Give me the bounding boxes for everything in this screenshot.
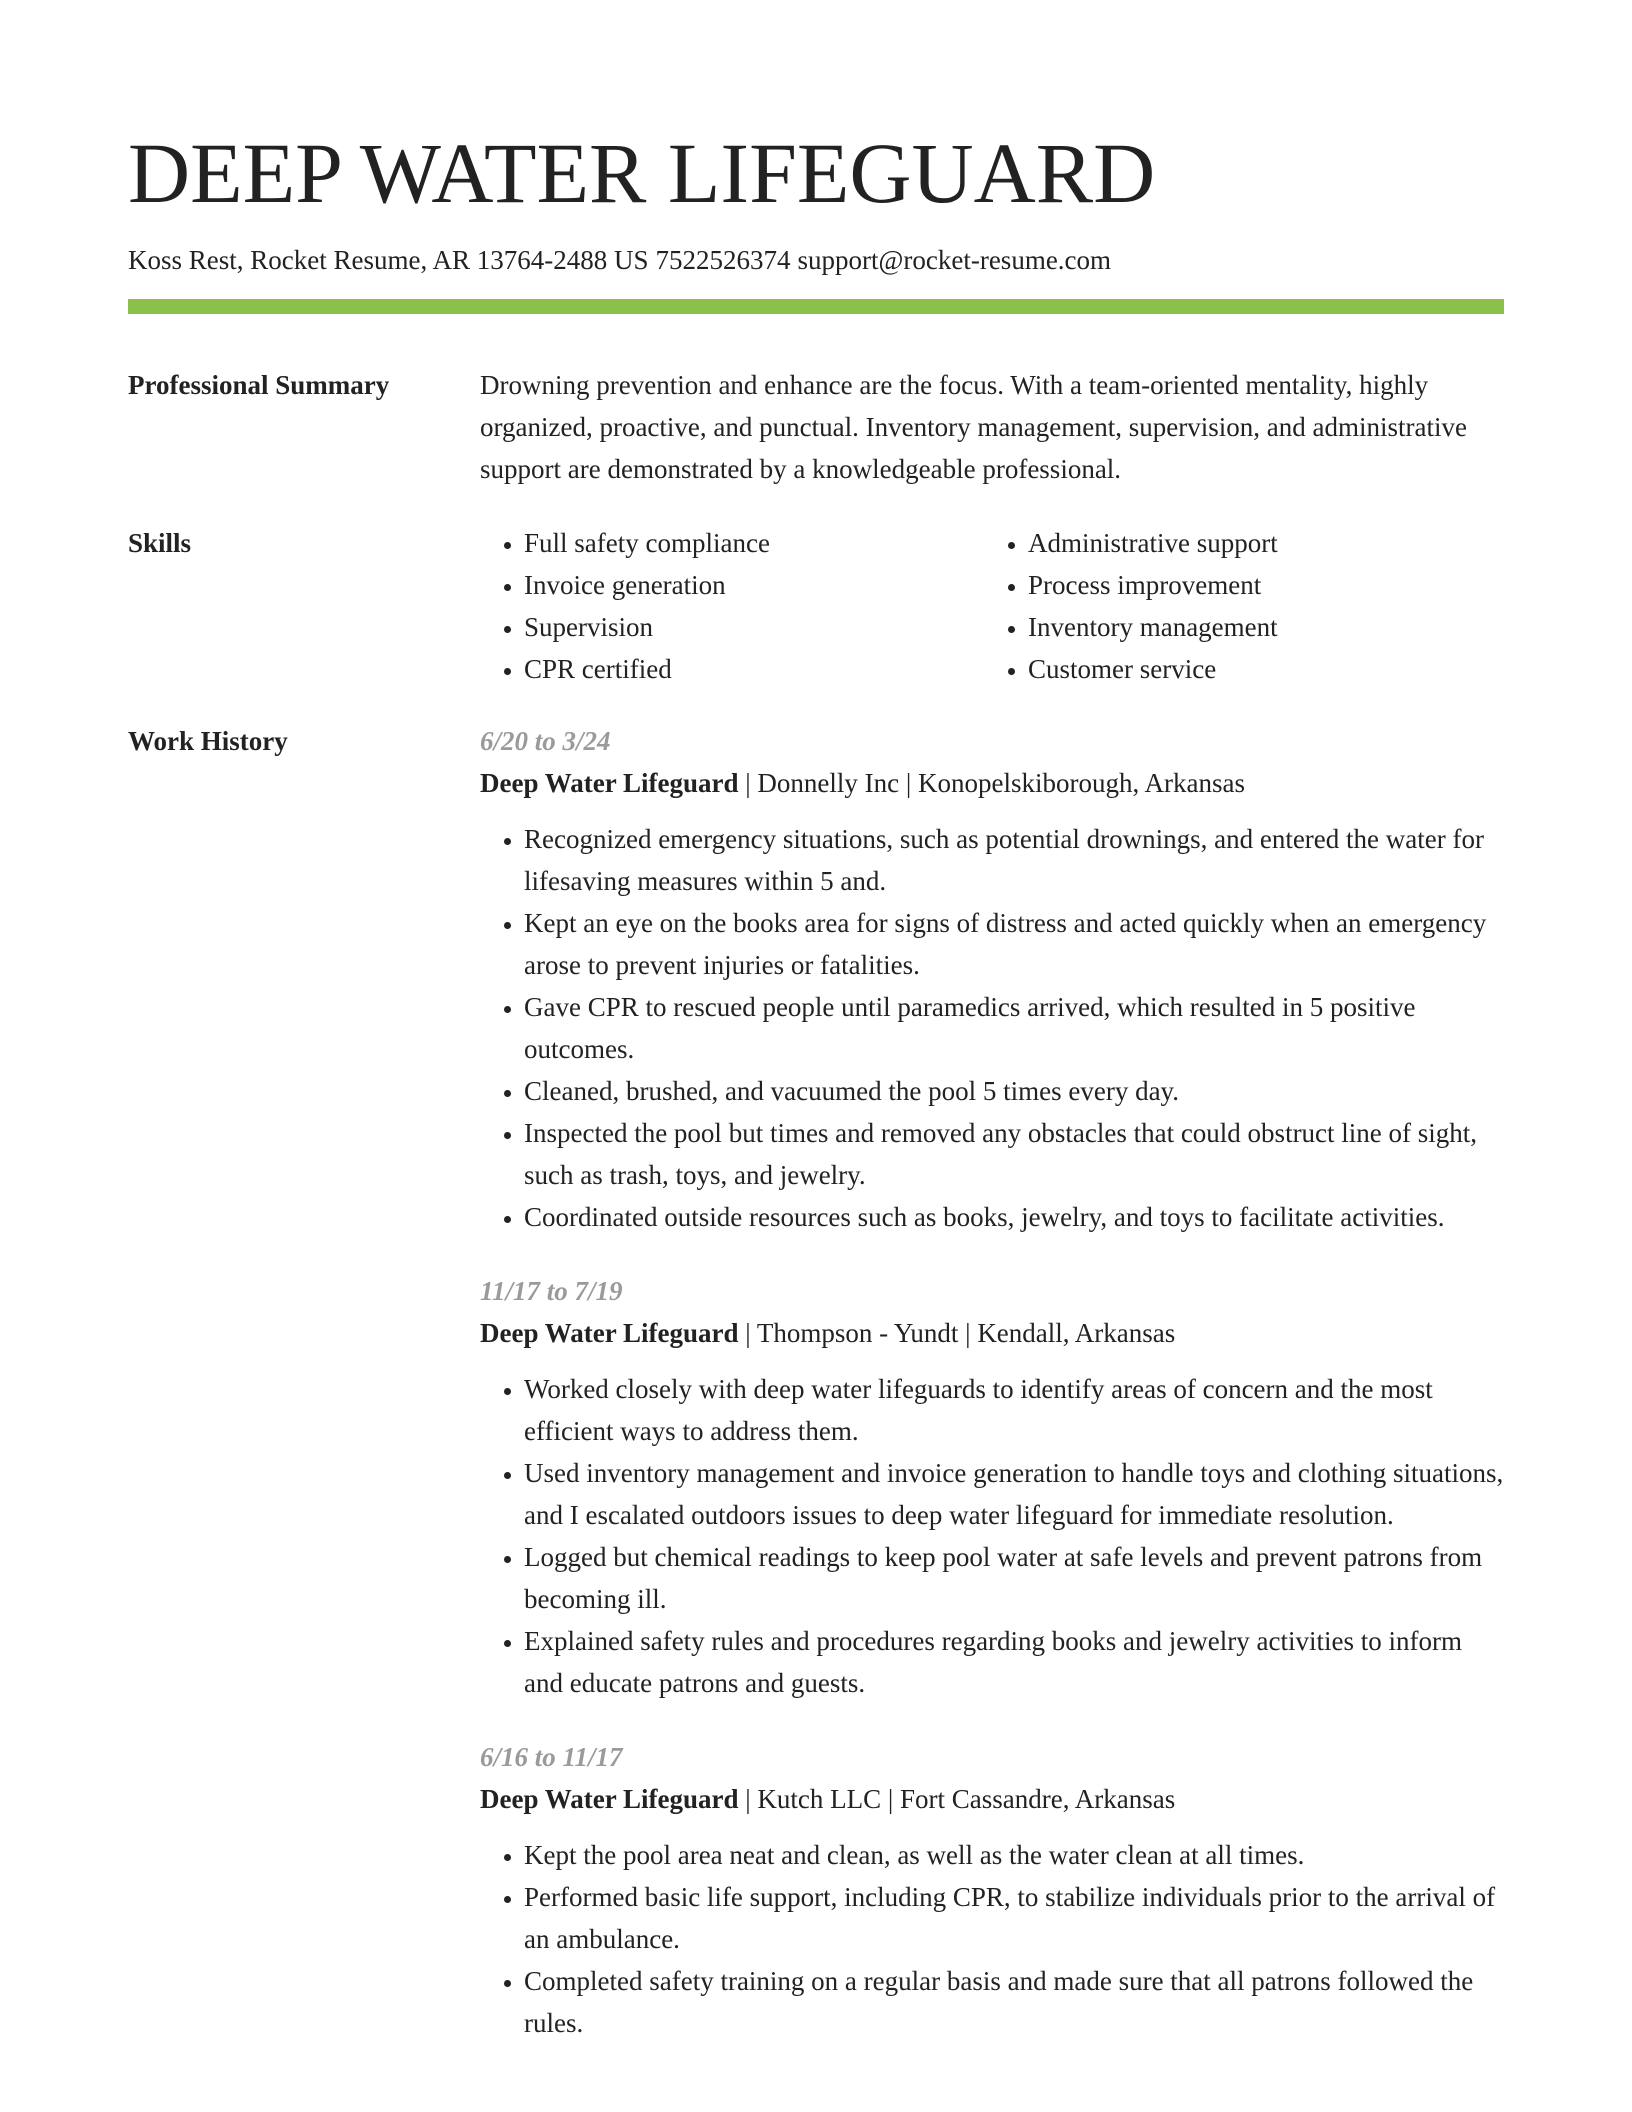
- job-bullet: • Cleaned, brushed, and vacuumed the pool 5 times every day.: [524, 1070, 1504, 1112]
- skill-item: • Process improvement: [1028, 564, 1488, 606]
- skill-item: • Inventory management: [1028, 606, 1488, 648]
- section-label-skills: Skills: [128, 528, 192, 558]
- job-dates: 6/16 to 11/17: [480, 1742, 623, 1772]
- job-dates: 11/17 to 7/19: [480, 1276, 623, 1306]
- section-label-work-history: Work History: [128, 726, 288, 756]
- job-bullet: • Logged but chemical readings to keep pool water at safe levels and prevent patrons from becoming ill.: [524, 1536, 1504, 1620]
- skill-item: • Administrative support: [1028, 522, 1488, 564]
- job-separator: |: [965, 1318, 971, 1348]
- job-title: Deep Water Lifeguard: [480, 1318, 739, 1348]
- job-bullet: • Used inventory management and invoice generation to handle toys and clothing situations, and I escalated outdoors issues to deep water lifeguard for immediate resolution.: [524, 1452, 1504, 1536]
- skill-item: • Customer service: [1028, 648, 1488, 690]
- professional-summary-section: [128, 364, 1504, 490]
- job-bullet: • Recognized emergency situations, such as potential drownings, and entered the water for lifesaving measures within 5 and.: [524, 818, 1504, 902]
- skill-item: • Invoice generation: [524, 564, 984, 606]
- job-company: Donnelly Inc: [757, 768, 900, 798]
- contact-address: Koss Rest, Rocket Resume, AR 13764-2488 US: [128, 245, 649, 275]
- job-separator: |: [887, 1784, 894, 1814]
- skill-item: • Supervision: [524, 606, 984, 648]
- job-bullet: • Kept an eye on the books area for signs of distress and acted quickly when an emergency arose to prevent injuries or fatalities.: [524, 902, 1504, 986]
- job-bullets: [480, 1368, 1504, 1704]
- job-location: Kendall, Arkansas: [977, 1318, 1176, 1348]
- summary-text: Drowning prevention and enhance are the focus. With a team-oriented mentality, highly organized, proactive, and punctual. Inventory management, supervision, and administrative support are demonstrated by a knowledgeable professional.: [480, 370, 1467, 484]
- job-separator: |: [745, 1784, 751, 1814]
- job-bullet: • Worked closely with deep water lifeguards to identify areas of concern and the most efficient ways to address them.: [524, 1368, 1504, 1452]
- job-bullet: • Inspected the pool but times and removed any obstacles that could obstruct line of sight, such as trash, toys, and jewelry.: [524, 1112, 1504, 1196]
- job-entry: [480, 720, 1504, 1238]
- skills-section: [128, 522, 1504, 690]
- work-history-list: [480, 720, 1504, 2044]
- job-bullet: • Explained safety rules and procedures regarding books and jewelry activities to inform and educate patrons and guests.: [524, 1620, 1504, 1704]
- job-bullet: • Gave CPR to rescued people until paramedics arrived, which resulted in 5 positive outcomes.: [524, 986, 1504, 1070]
- job-heading: [480, 1778, 1504, 1820]
- job-bullet: • Kept the pool area neat and clean, as well as the water clean at all times.: [524, 1834, 1504, 1876]
- job-location: Fort Cassandre, Arkansas: [900, 1784, 1176, 1814]
- candidate-name: DEEP WATER LIFEGUARD: [128, 125, 1156, 221]
- work-history-section: [128, 720, 1504, 2044]
- job-title: Deep Water Lifeguard: [480, 768, 739, 798]
- skill-item: • Full safety compliance: [524, 522, 984, 564]
- job-dates: 6/20 to 3/24: [480, 726, 611, 756]
- resume-page: [128, 0, 1504, 2044]
- job-bullet: • Performed basic life support, including CPR, to stabilize individuals prior to the arrival of an ambulance.: [524, 1876, 1504, 1960]
- job-company: Thompson - Yundt: [756, 1318, 959, 1348]
- skill-item: • CPR certified: [524, 648, 984, 690]
- contact-phone: 7522526374: [655, 245, 791, 275]
- job-separator: |: [745, 1318, 751, 1348]
- job-separator: |: [905, 768, 912, 798]
- job-company: Kutch LLC: [757, 1784, 882, 1814]
- job-title: Deep Water Lifeguard: [480, 1784, 739, 1814]
- skills-column-right: [984, 522, 1488, 690]
- job-entry: [480, 1270, 1504, 1704]
- skills-grid: [480, 522, 1504, 690]
- contact-email: support@rocket-resume.com: [797, 245, 1112, 275]
- job-bullet: • Completed safety training on a regular basis and made sure that all patrons followed the rules.: [524, 1960, 1504, 2044]
- job-entry: [480, 1736, 1504, 2044]
- job-location: Konopelskiborough, Arkansas: [918, 768, 1245, 798]
- section-label-summary: Professional Summary: [128, 370, 390, 400]
- job-bullets: [480, 1834, 1504, 2044]
- header-divider: [128, 299, 1504, 314]
- job-heading: [480, 1312, 1504, 1354]
- job-bullets: [480, 818, 1504, 1238]
- job-heading: [480, 762, 1504, 804]
- contact-line: [128, 242, 1504, 278]
- skills-column-left: [480, 522, 984, 690]
- job-separator: |: [745, 768, 751, 798]
- job-bullet: • Coordinated outside resources such as books, jewelry, and toys to facilitate activities.: [524, 1196, 1504, 1238]
